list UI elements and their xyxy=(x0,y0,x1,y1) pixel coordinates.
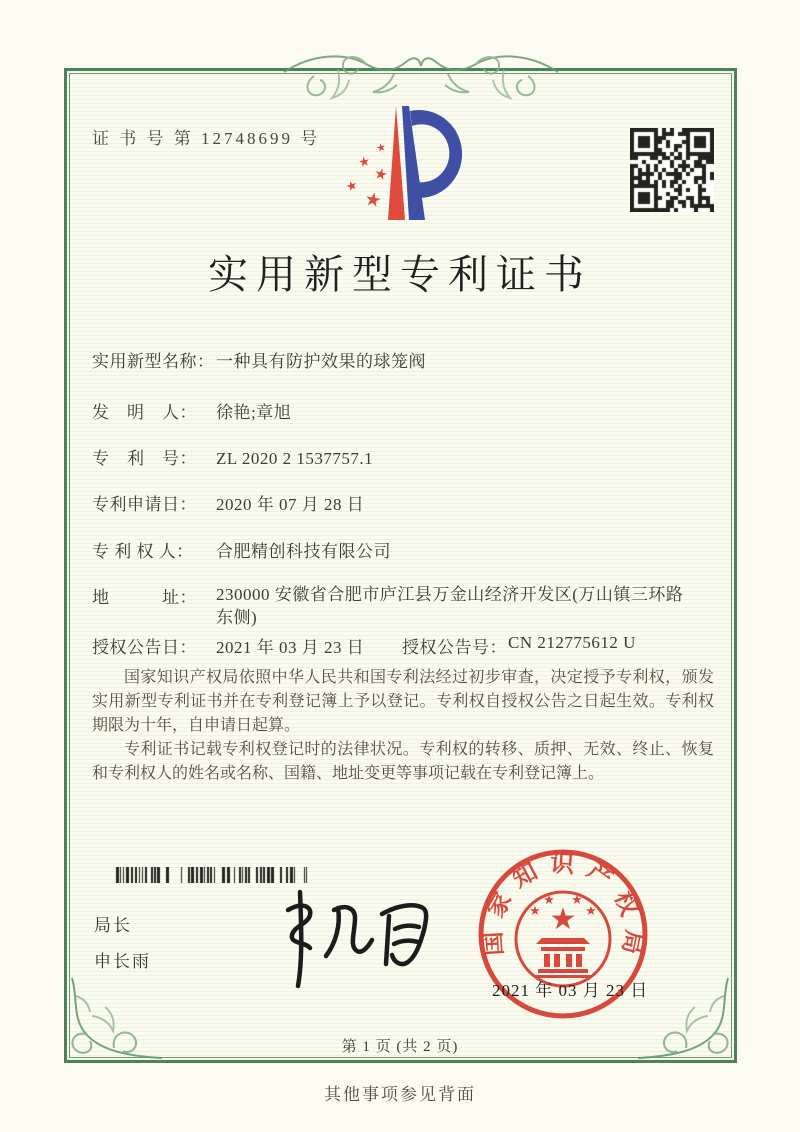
seal-date: 2021 年 03 月 23 日 xyxy=(492,981,649,1000)
field-value: 230000 安徽省合肥市庐江县万金山经济开发区(万山镇三环路东侧) xyxy=(216,585,684,627)
signer-title: 局长 xyxy=(94,916,132,935)
grant-date-value: 2021 年 03 月 23 日 xyxy=(216,638,365,657)
grant-date-label: 授权公告日： xyxy=(92,638,197,657)
signer-name: 申长雨 xyxy=(94,952,151,971)
svg-text:★: ★ xyxy=(372,163,390,185)
field-label: 发 明 人： xyxy=(92,403,197,422)
svg-text:★: ★ xyxy=(571,893,583,908)
grant-number-label: 授权公告号： xyxy=(402,638,507,657)
cnipa-logo-icon xyxy=(328,98,474,230)
grant-number-value: CN 212775612 U xyxy=(508,633,636,652)
svg-text:★: ★ xyxy=(374,140,388,156)
seal-ring-text: 国家知识产权局 xyxy=(480,851,647,968)
barcode xyxy=(112,867,308,883)
field-row-patentee xyxy=(92,537,391,562)
field-row-patent-number xyxy=(92,444,373,469)
director-signature xyxy=(262,882,442,994)
legal-paragraphs xyxy=(92,666,714,786)
svg-text:★: ★ xyxy=(529,904,541,919)
national-emblem-icon xyxy=(516,892,610,986)
svg-text:★: ★ xyxy=(585,904,597,919)
field-label: 专利申请日： xyxy=(92,495,197,514)
field-value: 一种具有防护效果的球笼阀 xyxy=(216,352,426,371)
svg-text:★: ★ xyxy=(344,177,360,196)
svg-text:★: ★ xyxy=(362,187,384,213)
field-label: 地 址： xyxy=(92,588,197,607)
svg-text:★: ★ xyxy=(549,902,577,937)
certificate-title: 实用新型专利证书 xyxy=(208,252,592,297)
field-label: 实用新型名称： xyxy=(92,352,215,371)
legal-paragraph-1: 国家知识产权局依照中华人民共和国专利法经过初步审查，决定授予专利权，颁发实用新型专利证书并在专利登记簿上予以登记。专利权自授权公告之日起生效。专利权期限为十年，自申请日起算。 xyxy=(92,669,714,734)
field-value: ZL 2020 2 1537757.1 xyxy=(216,449,374,468)
certificate-number: 证 书 号 第 12748699 号 xyxy=(92,129,321,148)
back-note: 其他事项参见背面 xyxy=(324,1085,476,1104)
svg-text:★: ★ xyxy=(357,154,372,171)
legal-paragraph-2: 专利证书记载专利权登记时的法律状况。专利权的转移、质押、无效、终止、恢复和专利权人的姓名或名称、国籍、地址变更等事项记载在专利登记簿上。 xyxy=(92,741,714,782)
field-row-address xyxy=(92,583,712,629)
page-number: 第 1 页 (共 2 页) xyxy=(341,1039,459,1055)
field-value: 徐艳;章旭 xyxy=(216,403,292,422)
field-label: 专 利 号： xyxy=(92,449,197,468)
svg-text:★: ★ xyxy=(543,893,555,908)
field-value: 合肥精创科技有限公司 xyxy=(216,542,391,561)
field-row-application-date xyxy=(92,490,364,515)
field-row-utility-model-name xyxy=(92,347,426,372)
field-label: 专 利 权 人： xyxy=(92,542,194,561)
field-value: 2020 年 07 月 28 日 xyxy=(216,495,365,514)
field-row-inventor xyxy=(92,398,291,423)
qr-code xyxy=(630,128,714,212)
